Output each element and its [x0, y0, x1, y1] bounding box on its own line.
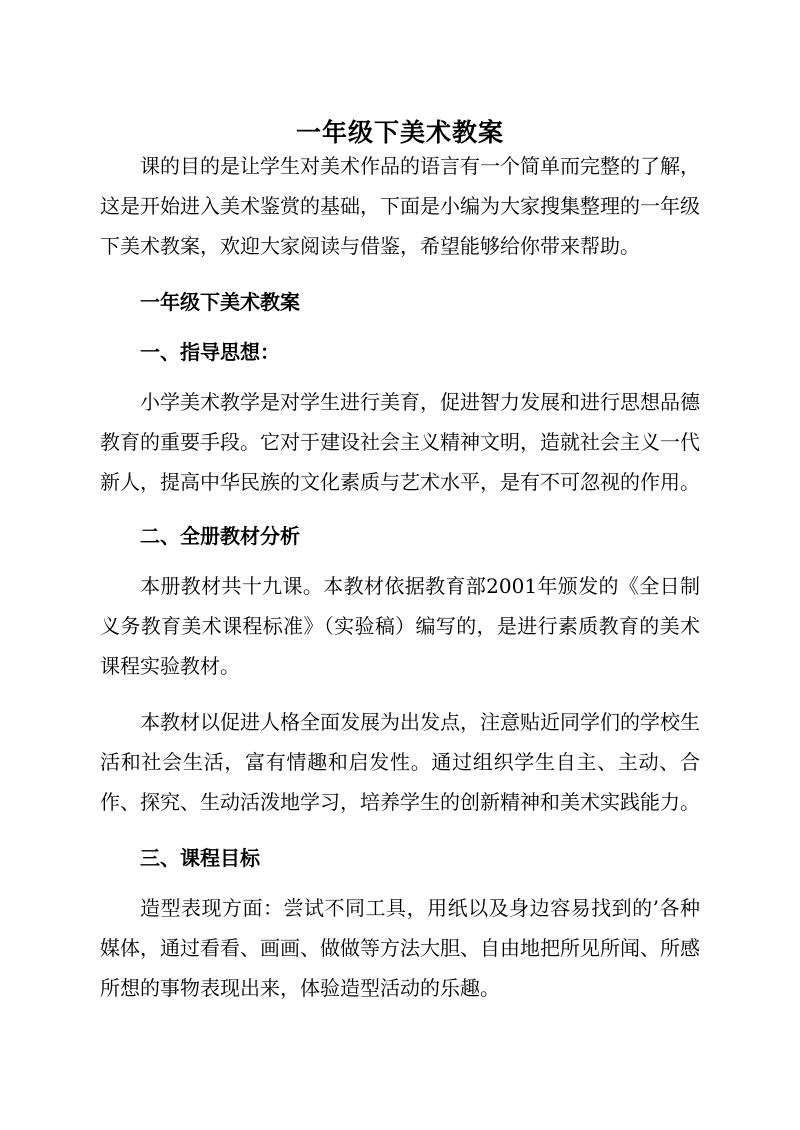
section2-paragraph-1: 本册教材共十九课。本教材依据教育部2001年颁发的《全日制义务教育美术课程标准》（实验稿）编写的，是进行素质教育的美术课程实验教材。	[100, 574, 700, 678]
section3-paragraph: 造型表现方面：尝试不同工具，用纸以及身边容易找到的’各种媒体，通过看看、画画、做做等方法大胆、自由地把所见所闻、所感所想的事物表现出来，体验造型活动的乐趣。	[100, 896, 700, 1000]
section2-heading: 二、全册教材分析	[140, 524, 300, 548]
section2-paragraph-2: 本教材以促进人格全面发展为出发点，注意贴近同学们的学校生活和社会生活，富有情趣和启发性。通过组织学生自主、主动、合作、探究、生动活泼地学习，培养学生的创新精神和美术实践能力。	[100, 710, 700, 814]
intro-paragraph: 课的目的是让学生对美术作品的语言有一个简单而完整的了解，这是开始进入美术鉴赏的基础，下面是小编为大家搜集整理的一年级下美术教案，欢迎大家阅读与借鉴，希望能够给你带来帮助。	[100, 154, 700, 258]
section3-heading: 三、课程目标	[140, 846, 260, 870]
section1-paragraph: 小学美术教学是对学生进行美育，促进智力发展和进行思想品德教育的重要手段。它对于建设社会主义精神文明，造就社会主义一代新人，提高中华民族的文化素质与艺术水平，是有不可忽视的作用。	[100, 390, 700, 494]
subtitle-heading: 一年级下美术教案	[140, 290, 300, 314]
section1-heading: 一、指导思想：	[140, 340, 280, 364]
document-title: 一年级下美术教案	[295, 117, 504, 147]
